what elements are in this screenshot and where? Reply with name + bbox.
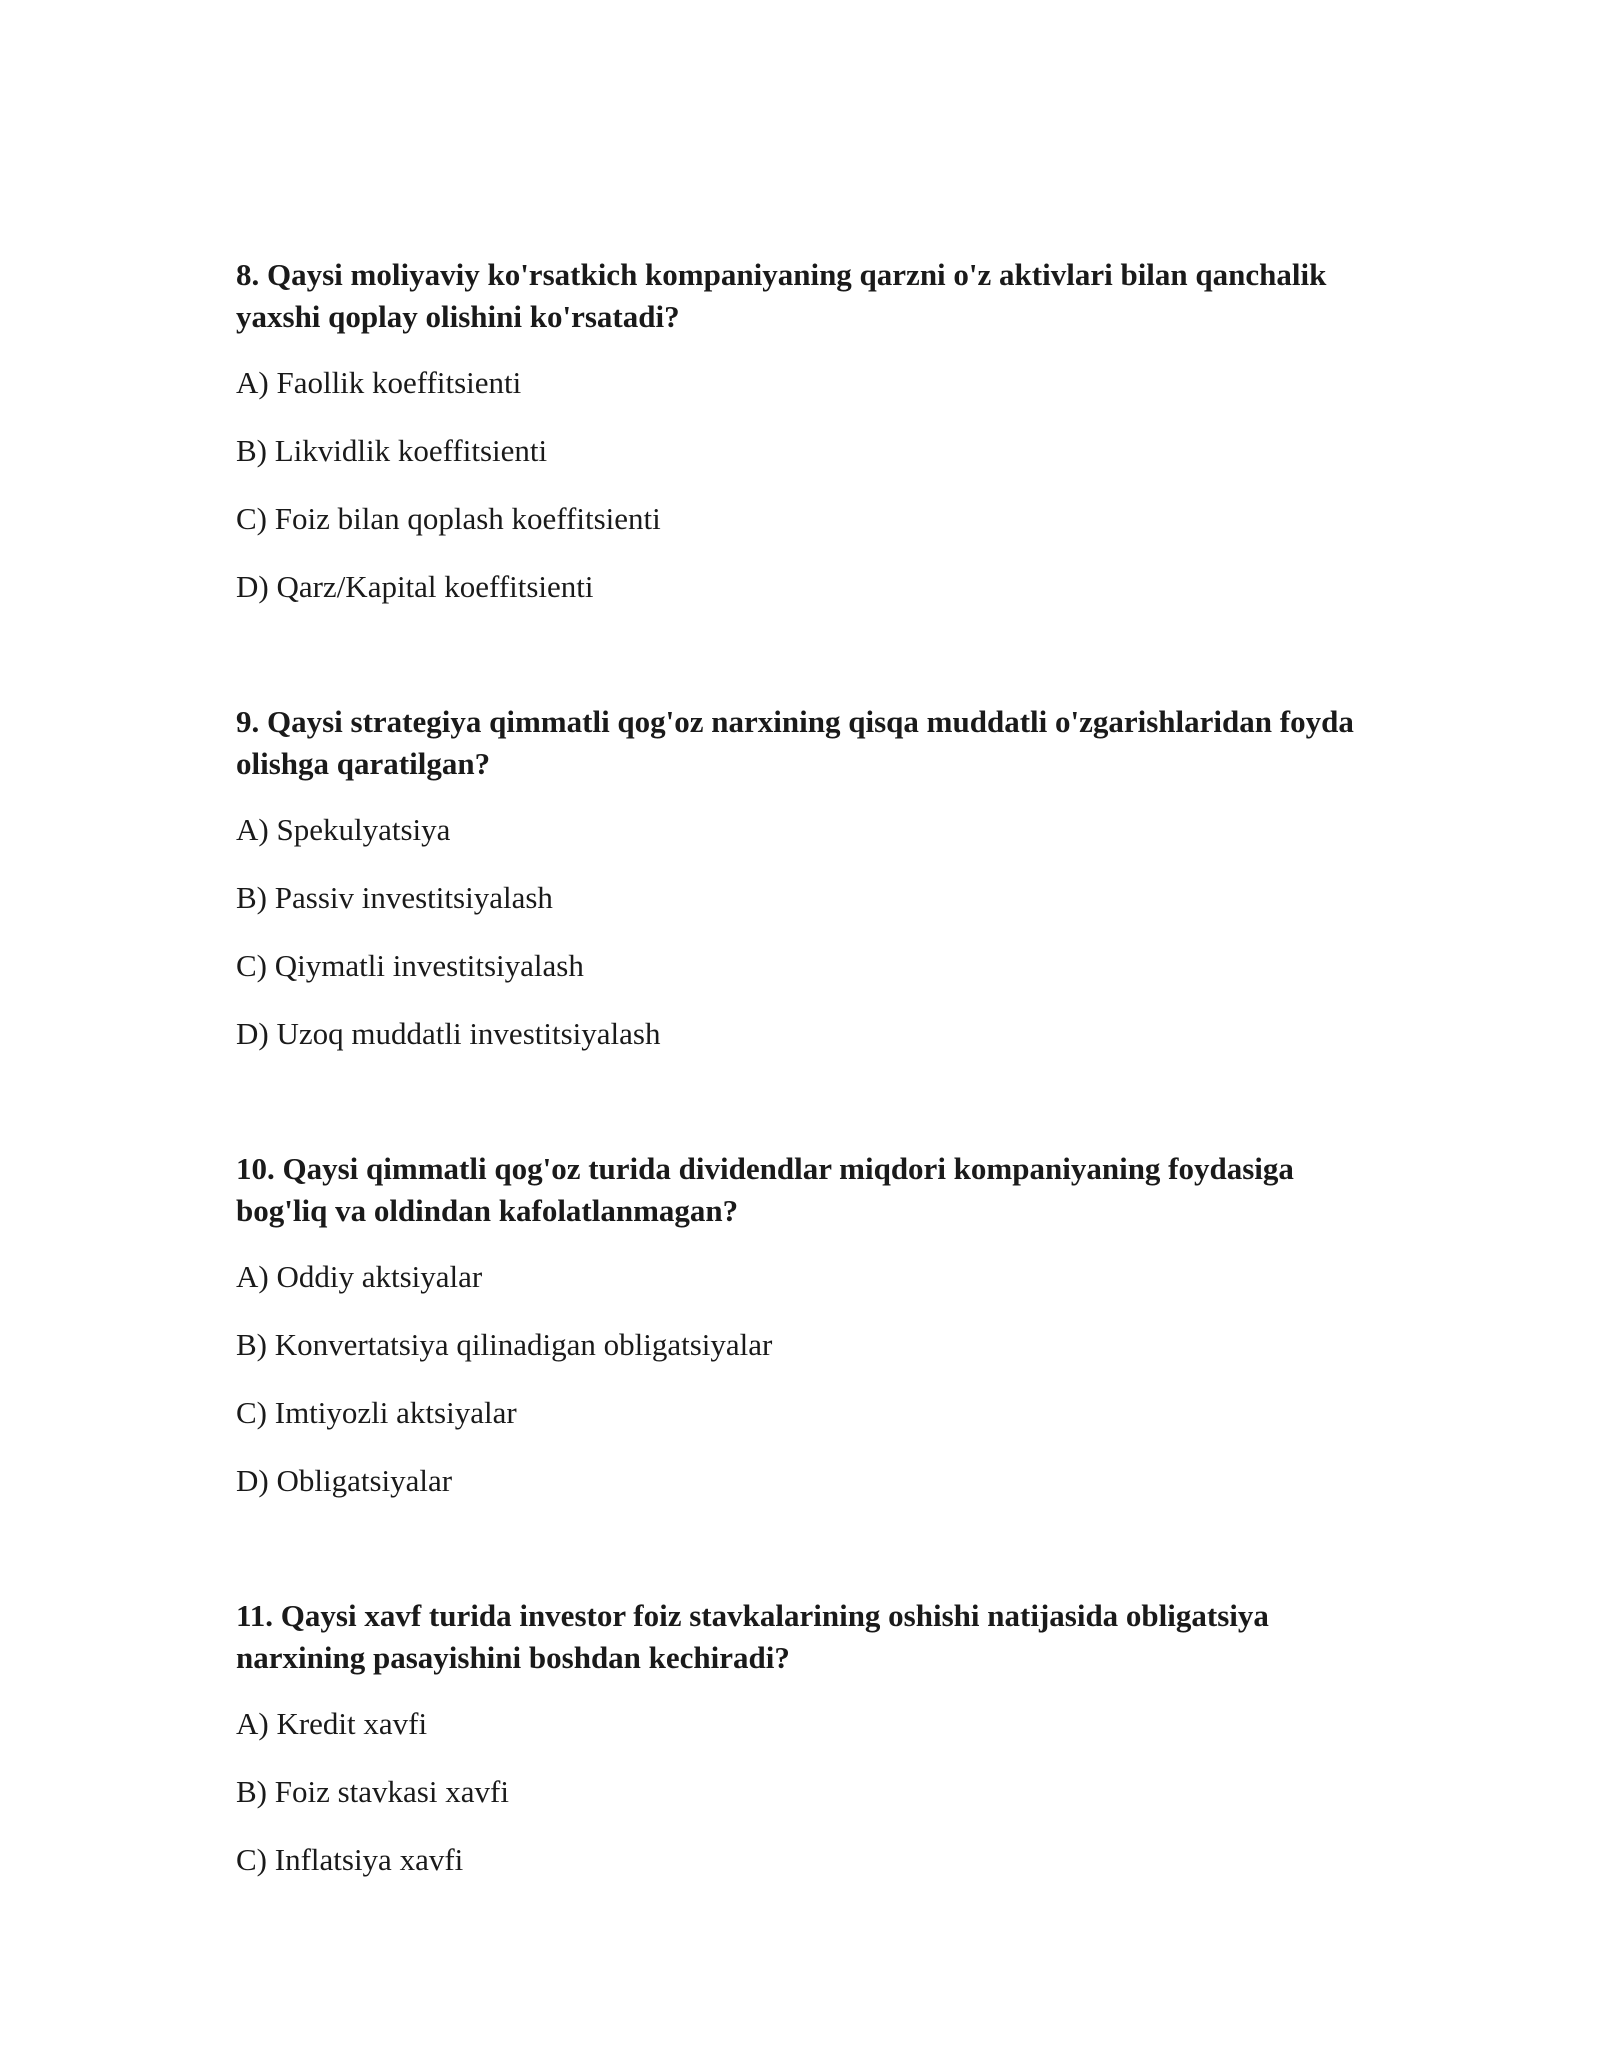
- option-a: A) Kredit xavfi: [236, 1706, 428, 1741]
- option-c: C) Foiz bilan qoplash koeffitsienti: [236, 501, 661, 536]
- option-c: C) Imtiyozli aktsiyalar: [236, 1395, 517, 1430]
- question-11: [236, 1595, 1366, 1907]
- question-9: [236, 701, 1366, 1081]
- question-text: 11. Qaysi xavf turida investor foiz stavkalarining oshishi natijasida obligatsiya narxining pasayishini boshdan kechiradi?: [236, 1598, 1269, 1675]
- option-a: A) Faollik koeffitsienti: [236, 365, 522, 400]
- question-text: 10. Qaysi qimmatli qog'oz turida dividendlar miqdori kompaniyaning foydasiga bog'liq va oldindan kafolatlanmagan?: [236, 1151, 1294, 1228]
- answer-options: [236, 1256, 1366, 1502]
- answer-options: [236, 1703, 1366, 1881]
- option-d: D) Uzoq muddatli investitsiyalash: [236, 1016, 661, 1051]
- option-c: C) Inflatsiya xavfi: [236, 1842, 464, 1877]
- question-10: [236, 1148, 1366, 1528]
- option-b: B) Passiv investitsiyalash: [236, 880, 553, 915]
- option-b: B) Likvidlik koeffitsienti: [236, 433, 548, 468]
- option-b: B) Konvertatsiya qilinadigan obligatsiyalar: [236, 1327, 773, 1362]
- question-8: [236, 254, 1366, 634]
- option-b: B) Foiz stavkasi xavfi: [236, 1774, 509, 1809]
- option-d: D) Qarz/Kapital koeffitsienti: [236, 569, 594, 604]
- option-a: A) Oddiy aktsiyalar: [236, 1259, 483, 1294]
- answer-options: [236, 362, 1366, 608]
- question-text: 9. Qaysi strategiya qimmatli qog'oz narxining qisqa muddatli o'zgarishlaridan foyda olishga qaratilgan?: [236, 704, 1354, 781]
- option-d: D) Obligatsiyalar: [236, 1463, 453, 1498]
- answer-options: [236, 809, 1366, 1055]
- question-text: 8. Qaysi moliyaviy ko'rsatkich kompaniyaning qarzni o'z aktivlari bilan qanchalik yaxshi qoplay olishini ko'rsatadi?: [236, 257, 1327, 334]
- option-a: A) Spekulyatsiya: [236, 812, 451, 847]
- option-c: C) Qiymatli investitsiyalash: [236, 948, 584, 983]
